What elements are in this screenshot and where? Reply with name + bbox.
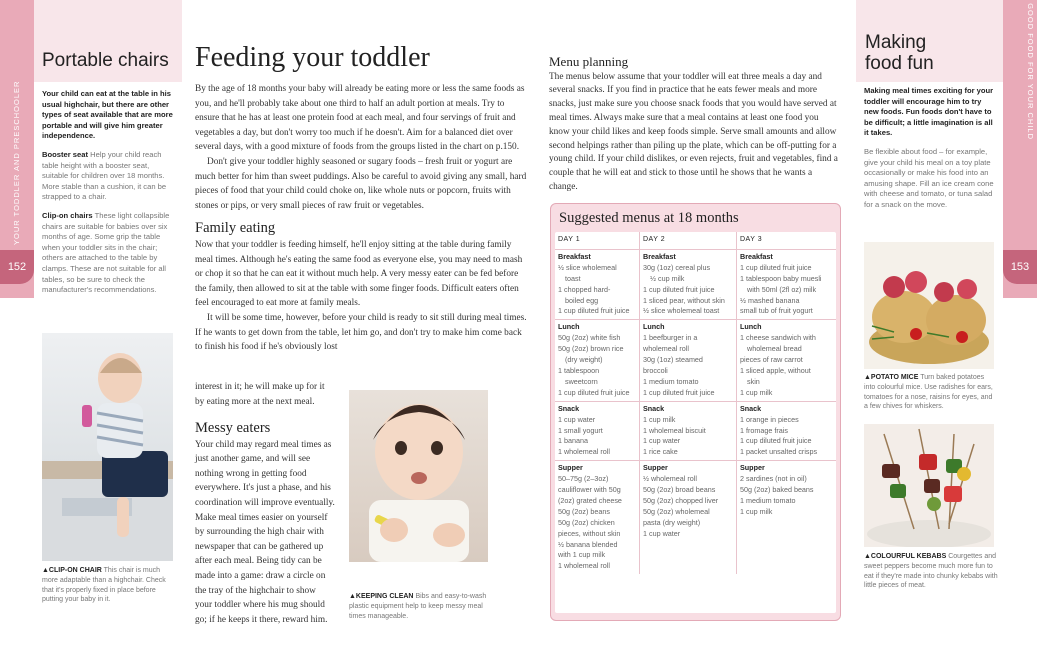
menu-line: 1 chopped hard- [558,284,611,294]
colourful-kebabs-caption [864,552,998,591]
menu-line: 50g (2oz) broad beans [643,485,716,495]
supper-label: Supper [643,463,668,473]
food-fun-title-line-1: Making [865,32,927,53]
menu-line: 30g (1oz) cereal plus [643,262,711,272]
menu-line: (dry weight) [565,355,603,365]
day-2-lunch [640,320,737,400]
menu-line: pasta (dry weight) [643,517,701,527]
lunch-label: Lunch [558,322,580,332]
article-paragraph-4b: interest in it; he will make up for it by eating more at the next meal. [195,382,325,407]
article-title: Feeding your toddler [195,42,430,73]
food-fun-intro: Making meal times exciting for your toddler will encourage him to try new foods. Fun foods don't have to be difficult; a little imagination is all it takes. [864,86,994,138]
messy-eaters-heading: Messy eaters [195,420,271,436]
portable-chairs-intro: Your child can eat at the table in his usual highchair, but there are other types of seat available that are more portable and will give him greater independence. [42,89,173,141]
menu-line: 1 rice cake [643,447,678,457]
menu-line: 1 cup water [643,436,681,446]
potato-mice-caption-text: Turn baked potatoes into colourful mice. Use radishes for ears, tomatoes for a nose, raisins for eyes, and a few chives for whiskers. [864,374,993,411]
food-fun-header [856,0,1003,82]
menu-line: 50g (2oz) wholemeal [643,506,710,516]
menu-line: 1 fromage frais [740,425,788,435]
day-1-breakfast [555,250,640,319]
day-3-lunch [737,320,836,400]
menu-line: 1 cup diluted fruit juice [558,387,630,397]
suggested-menus-box [550,203,841,621]
snack-label: Snack [740,403,762,413]
menu-line: sweetcorn [565,376,598,386]
day-2-supper [640,461,737,574]
menu-line: 1 wholemeal roll [558,447,610,457]
portable-chairs-title: Portable chairs [42,50,169,71]
potato-mice-illustration [864,242,994,369]
keeping-clean-caption-label: ▲KEEPING CLEAN [349,593,414,600]
article-paragraph-2: Don't give your toddler highly seasoned or sugary foods – fresh fruit or yogurt are much better for him than sweet puddings. Also be careful to avoid giving any small, hard pieces of food that your child could choke on, like whole nuts or popcorn, fruits with stones or pips, or very small pieces of raw fruit or vegetables. [195,156,527,211]
menu-line: 1 wholemeal roll [558,561,610,571]
supper-row [555,461,836,574]
menu-table [555,232,836,613]
menu-line: 1 cup water [643,528,681,538]
menu-line: 1 medium tomato [643,376,699,386]
menu-line: 1 beefburger in a [643,333,698,343]
family-eating-heading: Family eating [195,220,276,237]
page-number-left: 152 [0,250,34,284]
menu-line: ½ slice wholemeal toast [643,306,720,316]
menu-line: 1 cup diluted fruit juice [643,284,715,294]
kebabs-illustration [864,424,994,547]
menu-line: 1 banana [558,436,588,446]
menu-line: 1 packet unsalted crisps [740,447,818,457]
breakfast-label: Breakfast [740,251,773,261]
keeping-clean-photo [349,390,488,562]
baby-eating-illustration [349,390,488,562]
article-paragraph-6: The menus below assume that your toddler will eat three meals a day and several snacks. If you find in practice that he eats fewer meals and more snacks, just make sure you choose snack foods that you would have served at meal times. Always make sure that a meal contains at least one food you know your child likes and keep foods simple. Serve small amounts and allow second helpings rather than piling up the plate, which can be off-putting for a young child. If your child dislikes, or even rejects, fruit and vegetables, find a couple that he will eat and stick to those until he shows that he wants a change. [549,71,838,192]
menu-line: 1 wholemeal biscuit [643,425,706,435]
left-section-label: YOUR TODDLER AND PRESCHOOLER [12,80,21,245]
menu-line: 50g (2oz) beans [558,506,610,516]
food-fun-paragraph: Be flexible about food – for example, give your child his meal on a toy plate occasionally or make his food into an amusing shape. Fill an ice cream cone with cheese and tomato, or tuna salad for a snack on the move. [864,146,994,209]
article-column-1 [195,82,531,355]
menu-line: ½ wholemeal roll [643,474,697,484]
day-2-breakfast [640,250,737,319]
menu-line: 1 cup milk [740,387,773,397]
day-2-header: DAY 2 [640,232,737,249]
menu-line: pieces, without skin [558,528,621,538]
snack-label: Snack [558,403,580,413]
article-column-1b [195,418,335,627]
portable-chairs-body [34,82,182,311]
page-number-right: 153 [1003,250,1037,284]
lunch-row [555,320,836,401]
menu-line: 1 tablespoon [558,365,600,375]
lunch-label: Lunch [740,322,762,332]
menu-line: 1 sliced pear, without skin [643,295,725,305]
menu-line: with 50ml (2fl oz) milk [747,284,817,294]
menu-line: pieces of raw carrot [740,355,803,365]
menu-line: toast [565,273,581,283]
clip-on-chair-caption-text: This chair is much more adaptable than a highchair. Check that it's properly fixed in place before putting your baby in it. [42,567,166,604]
menu-line: 1 sliced apple, without [740,365,811,375]
suggested-menus-title: Suggested menus at 18 months [559,210,739,226]
menu-line: 1 orange in pieces [740,414,799,424]
menu-line: 50g (2oz) baked beans [740,485,814,495]
menu-line: skin [747,376,760,386]
potato-mice-photo [864,242,994,369]
food-fun-title [865,32,985,74]
keeping-clean-caption [349,592,489,621]
right-section-label: GOOD FOOD FOR YOUR CHILD [1026,3,1035,140]
menu-line: 50g (2oz) chicken [558,517,615,527]
day-3-supper [737,461,836,574]
menu-line: 1 cup milk [740,506,773,516]
menu-line: 1 cup milk [643,414,676,424]
menu-days-row [555,232,836,250]
snack-row [555,402,836,462]
menu-line: 2 sardines (not in oil) [740,474,807,484]
clip-on-chair-caption [42,566,175,605]
menu-line: 1 cup diluted fruit juice [740,262,812,272]
day-3-header: DAY 3 [740,236,763,243]
menu-line: wholemeal roll [643,344,689,354]
menu-line: small tub of fruit yogurt [740,306,813,316]
clip-on-chair-illustration [42,333,173,561]
menu-line: ½ cup milk [650,273,685,283]
menu-line: 1 medium tomato [740,495,796,505]
menu-line: ½ banana blended [558,539,618,549]
menu-line: (2oz) grated cheese [558,495,622,505]
lunch-label: Lunch [643,322,665,332]
menu-line: 50–75g (2–3oz) [558,474,609,484]
menu-line: 1 cup diluted fruit juice [558,306,630,316]
menu-line: 1 small yogurt [558,425,603,435]
menu-planning-heading: Menu planning [549,54,629,69]
article-column-2 [549,55,841,195]
menu-line: 30g (1oz) steamed [643,355,703,365]
breakfast-label: Breakfast [643,251,676,261]
day-1-supper [555,461,640,574]
booster-seat-paragraph [42,150,174,203]
day-1-snack [555,402,640,461]
food-fun-title-line-2: food fun [865,53,934,74]
menu-line: cauliflower with 50g [558,485,621,495]
menu-line: 50g (2oz) chopped liver [643,495,719,505]
keeping-clean-caption-text: Bibs and easy-to-wash plastic equipment help to keep messy meal times manageable. [349,593,487,620]
supper-label: Supper [558,463,583,473]
menu-line: 50g (2oz) brown rice [558,344,624,354]
menu-line: 1 cheese sandwich with [740,333,816,343]
colourful-kebabs-photo [864,424,994,547]
colourful-kebabs-caption-label: ▲COLOURFUL KEBABS [864,553,947,560]
article-paragraph-5: Your child may regard meal times as just another game, and will see nothing wrong in getting food everywhere. It's just a phase, and his coordination will improve eventually. Make meal times easier on yourself by surrounding the high chair with newspaper that can be gathered up after each meal. Being tidy can be made into a game: draw a circle on the tray of the highchair to show your toddler where his mug should go; if he keeps it there, reward him. [195,439,335,625]
menu-line: ½ slice wholemeal [558,262,617,272]
menu-line: broccoli [643,365,668,375]
supper-label: Supper [740,463,765,473]
article-paragraph-1: By the age of 18 months your baby will already be eating more or less the same foods as you, and he'll probably take about one third to half an adult portion at meals. Try to ensure that he has at least one protein food at each meal, and four servings of fruit and vegetables a day, but don't worry too much if he doesn't. Aim for a balanced diet over several days, with a good mixture of foods from the groups listed in the chart on p.150. [195,84,525,153]
clip-on-chairs-label: Clip-on chairs [42,210,93,220]
menu-line: 1 cup diluted fruit juice [740,436,812,446]
portable-chairs-header [34,0,182,82]
menu-line: with 1 cup milk [558,550,606,560]
breakfast-label: Breakfast [558,251,591,261]
clip-on-chair-caption-label: ▲CLIP-ON CHAIR [42,567,102,574]
day-1-lunch [555,320,640,400]
menu-line: 1 tablespoon baby muesli [740,273,822,283]
menu-line: boiled egg [565,295,599,305]
day-3-snack [737,402,836,461]
menu-line: 50g (2oz) white fish [558,333,621,343]
clip-on-chair-photo [42,333,173,561]
menu-line: ½ mashed banana [740,295,800,305]
clip-on-chairs-paragraph [42,211,174,296]
day-1-header: DAY 1 [555,232,640,249]
menu-line: 1 cup diluted fruit juice [643,387,715,397]
day-3-breakfast [737,250,836,319]
potato-mice-caption [864,373,996,412]
food-fun-body [856,82,1003,226]
day-2-snack [640,402,737,461]
snack-label: Snack [643,403,665,413]
menu-line: 1 cup water [558,414,596,424]
article-paragraph-3: Now that your toddler is feeding himself, he'll enjoy sitting at the table during family meal times. Although he's eating the same food as everyone else, you may need to mash or chop it so that he can eat it without much help. A very messy eater can be fed before the family, then allowed to sit at the table with some finger foods. Difficult eaters often feel encouraged to eat more at family meals. [195,239,523,309]
booster-seat-text: Help your child reach table height with a booster seat, suitable for children over 18 months. More stable than a cushion, it can be strapped to a chair. [42,149,167,202]
potato-mice-caption-label: ▲POTATO MICE [864,374,919,381]
clip-on-chairs-text: These light collapsible chairs are suitable for babies over six months of age. Some grip the table when your toddler sits in the chair; others are attached to the table by clamps. These are not suitable for all tables, so be sure to check the manufacturer's recommendations. [42,210,170,295]
breakfast-row [555,250,836,320]
menu-line: wholemeal bread [747,344,802,354]
booster-seat-label: Booster seat [42,149,89,159]
article-paragraph-4a: It will be some time, however, before your child is ready to sit still during meal times. If he wants to get down from the table, let him go, and don't try to make him come back to finish his food if he's obviously lost [195,312,527,353]
colourful-kebabs-caption-text: Courgettes and sweet peppers become much more fun to eat if they're made into chunky kebabs with little pieces of meat. [864,553,998,590]
